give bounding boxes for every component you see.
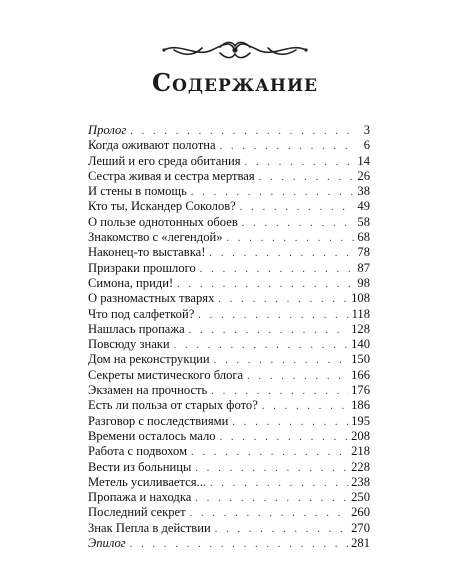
toc-entry-title: Нашлась пропажа xyxy=(88,321,185,336)
toc-entry-title: Пропажа и находка xyxy=(88,490,192,505)
toc-entry-title: Метель усиливается... xyxy=(88,474,206,489)
toc-dot-leader xyxy=(242,216,354,231)
toc-dot-leader xyxy=(227,231,354,246)
toc-entry xyxy=(88,169,370,184)
toc-entry-page: 238 xyxy=(351,474,370,489)
toc-entry-title: Сестра живая и сестра мертвая xyxy=(88,168,255,183)
toc-entry-page: 3 xyxy=(363,123,370,137)
toc-entry xyxy=(88,184,370,199)
toc-dot-leader xyxy=(189,323,349,338)
toc-entry xyxy=(88,291,370,306)
toc-entry-title: Кто ты, Искандер Соколов? xyxy=(88,199,236,214)
toc-entry-page: 208 xyxy=(351,428,370,443)
toc-entry-title: Есть ли польза от старых фото? xyxy=(88,398,258,413)
toc-dot-leader xyxy=(190,506,349,521)
toc-entry-page: 166 xyxy=(351,367,370,382)
toc-entry xyxy=(88,199,370,214)
toc-entry-title: Леший и его среда обитания xyxy=(88,153,241,168)
toc-entry xyxy=(88,123,370,138)
toc-entry-title: О пользе однотонных обоев xyxy=(88,214,238,229)
toc-entry-title: Симона, приди! xyxy=(88,275,174,290)
toc-entry-title: О разномастных тварях xyxy=(88,291,215,306)
toc-entry xyxy=(88,352,370,367)
toc-entry-page: 49 xyxy=(357,199,370,214)
toc-entry-title: Работа с подвохом xyxy=(88,444,188,459)
toc-dot-leader xyxy=(215,522,349,537)
toc-dot-leader xyxy=(174,338,349,353)
toc-entry-page: 6 xyxy=(363,138,370,153)
toc-entry-page: 228 xyxy=(351,459,370,474)
toc-entry-title: Повсюду знаки xyxy=(88,337,170,352)
toc-entry-title: Экзамен на прочность xyxy=(88,383,208,398)
table-of-contents xyxy=(88,123,370,551)
toc-entry-page: 14 xyxy=(357,153,370,168)
toc-dot-leader xyxy=(200,262,354,277)
toc-dot-leader xyxy=(211,384,349,399)
toc-entry-title: Дом на реконструкции xyxy=(88,352,210,367)
toc-entry-title: Вести из больницы xyxy=(88,459,192,474)
toc-dot-leader xyxy=(214,353,349,368)
toc-entry xyxy=(88,521,370,536)
toc-entry xyxy=(88,475,370,490)
toc-dot-leader xyxy=(247,369,349,384)
toc-entry-page: 38 xyxy=(357,184,370,199)
toc-dot-leader xyxy=(209,246,354,261)
toc-entry xyxy=(88,245,370,260)
toc-dot-leader xyxy=(191,185,354,200)
toc-entry-title: Наконец-то выставка! xyxy=(88,245,206,260)
toc-entry xyxy=(88,138,370,153)
toc-entry-page: 87 xyxy=(357,260,370,275)
toc-entry xyxy=(88,368,370,383)
toc-entry-page: 270 xyxy=(351,520,370,535)
toc-entry-page: 58 xyxy=(357,214,370,229)
toc-entry xyxy=(88,154,370,169)
toc-entry-title: Времени осталось мало xyxy=(88,428,216,443)
toc-entry-page: 108 xyxy=(351,291,370,306)
toc-dot-leader xyxy=(262,399,349,414)
toc-dot-leader xyxy=(195,461,349,476)
toc-entry xyxy=(88,307,370,322)
toc-entry-page: 250 xyxy=(351,490,370,505)
toc-entry-page: 186 xyxy=(351,398,370,413)
toc-entry xyxy=(88,215,370,230)
toc-entry-title: Секреты мистического блога xyxy=(88,367,244,382)
page-title: Содержание xyxy=(152,68,318,97)
toc-dot-leader xyxy=(177,277,354,292)
toc-dot-leader xyxy=(220,139,354,154)
toc-entry-page: 176 xyxy=(351,383,370,398)
toc-entry xyxy=(88,276,370,291)
toc-entry xyxy=(88,536,370,551)
toc-entry-page: 281 xyxy=(351,536,370,551)
toc-entry xyxy=(88,230,370,245)
toc-entry-page: 26 xyxy=(357,168,370,183)
toc-dot-leader xyxy=(218,292,349,307)
toc-dot-leader xyxy=(240,200,354,215)
toc-entry-title: Когда оживают полотна xyxy=(88,138,216,153)
toc-dot-leader xyxy=(191,445,349,460)
toc-dot-leader xyxy=(130,124,354,139)
toc-entry-page: 78 xyxy=(357,245,370,260)
toc-dot-leader xyxy=(245,155,354,170)
toc-entry-page: 98 xyxy=(357,275,370,290)
toc-entry-page: 218 xyxy=(351,444,370,459)
toc-entry-title: Что под салфеткой? xyxy=(88,306,195,321)
toc-entry xyxy=(88,490,370,505)
toc-entry xyxy=(88,429,370,444)
toc-entry-page: 68 xyxy=(357,230,370,245)
toc-entry-page: 140 xyxy=(351,337,370,352)
toc-dot-leader xyxy=(210,476,349,491)
toc-entry-page: 150 xyxy=(351,352,370,367)
toc-entry xyxy=(88,337,370,352)
toc-entry xyxy=(88,383,370,398)
toc-entry-title: Знак Пепла в действии xyxy=(88,520,211,535)
toc-entry xyxy=(88,322,370,337)
toc-dot-leader xyxy=(198,308,349,323)
toc-entry xyxy=(88,398,370,413)
toc-dot-leader xyxy=(195,491,349,506)
toc-entry-title: И стены в помощь xyxy=(88,184,187,199)
toc-entry-page: 260 xyxy=(351,505,370,520)
toc-entry xyxy=(88,444,370,459)
decorative-ornament-icon xyxy=(160,38,310,62)
toc-entry xyxy=(88,414,370,429)
toc-entry-page: 128 xyxy=(351,321,370,336)
toc-entry xyxy=(88,505,370,520)
toc-entry-title: Призраки прошлого xyxy=(88,260,196,275)
toc-entry-title: Знакомство с «легендой» xyxy=(88,230,223,245)
toc-entry-title: Последний секрет xyxy=(88,505,186,520)
toc-entry xyxy=(88,261,370,276)
toc-entry-page: 118 xyxy=(351,306,370,321)
toc-entry-page: 195 xyxy=(351,413,370,428)
toc-entry-title: Эпилог xyxy=(88,536,126,551)
toc-dot-leader xyxy=(130,537,349,552)
toc-entry-title: Пролог xyxy=(88,123,127,137)
toc-dot-leader xyxy=(220,430,350,445)
toc-dot-leader xyxy=(232,415,349,430)
toc-entry-title: Разговор с последствиями xyxy=(88,413,229,428)
toc-entry xyxy=(88,460,370,475)
toc-dot-leader xyxy=(259,170,354,185)
